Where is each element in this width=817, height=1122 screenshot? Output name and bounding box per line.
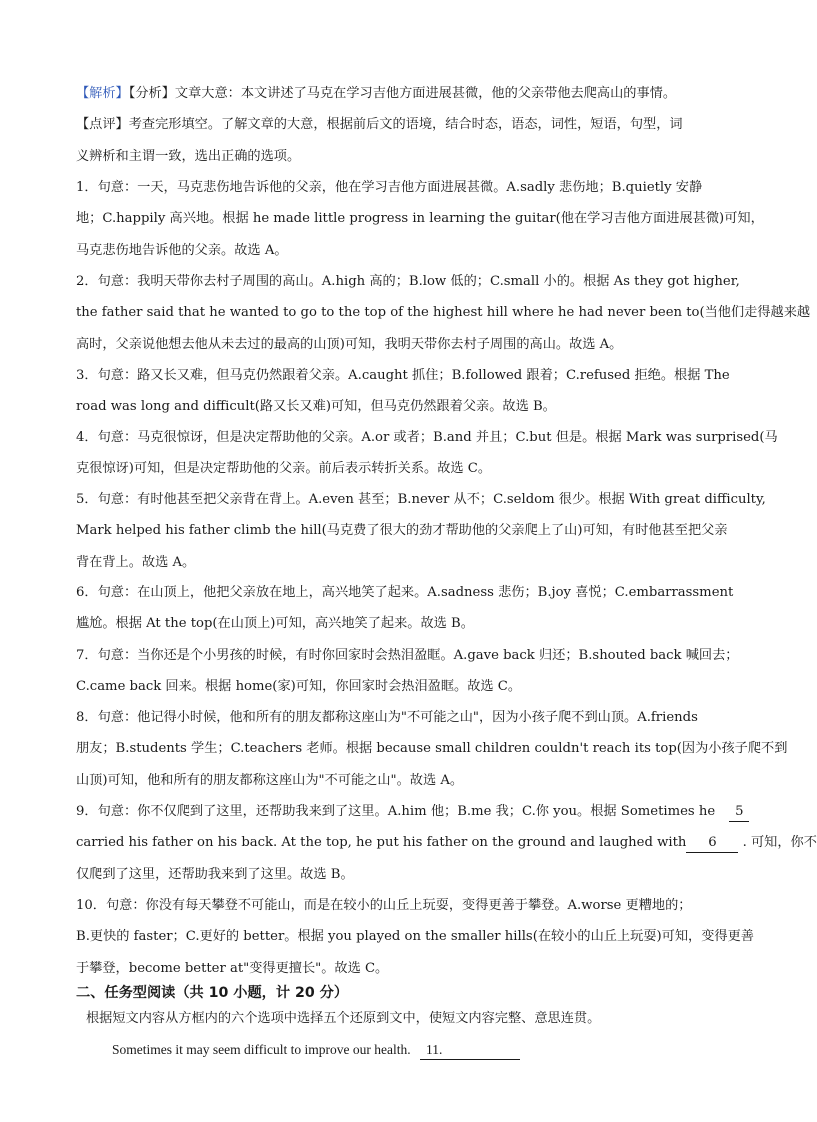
- question-11: [112, 1037, 520, 1063]
- analysis-intro: [76, 78, 748, 172]
- blank-5: 5: [729, 803, 749, 822]
- section-instruction: 根据短文内容从方框内的六个选项中选择五个还原到文中，使短文内容完整、意思连贯。: [86, 1011, 601, 1026]
- item-line: 朋友；B.students 学生；C.teachers 老师。根据 because small children couldn't reach its top(因为小孩子爬不到: [76, 741, 788, 757]
- answer-item-3: [76, 360, 748, 423]
- answer-item-6: [76, 577, 748, 640]
- item-line: C.came back 回来。根据 home(家)可知，你回家时会热泪盈眶。故选 C。: [76, 679, 522, 695]
- item-line: 4．句意：马克很惊讶，但是决定帮助他的父亲。A.or 或者；B.and 并且；C.but 但是。根据 Mark was surprised(马: [76, 430, 778, 445]
- analysis-subtag: 【分析】: [128, 86, 175, 101]
- item-line: 5．句意：有时他甚至把父亲背在背上。A.even 甚至；B.never 从不；C.seldom 很少。根据 With great difficulty,: [76, 492, 766, 507]
- item-line: 于攀登，become better at"变得更擅长"。故选 C。: [76, 960, 389, 976]
- item-line: B.更快的 faster；C.更好的 better。根据 you played on the smaller hills(在较小的山丘上玩耍)可知，变得更善: [76, 929, 754, 945]
- item-line: 克很惊讶)可知，但是决定帮助他的父亲。前后表示转折关系。故选 C。: [76, 461, 492, 477]
- item-line: 10．句意：你没有每天攀登不可能山，而是在较小的山丘上玩耍，变得更善于攀登。A.worse 更糟地的；: [76, 898, 692, 913]
- blank-11: 11.: [420, 1041, 520, 1060]
- answer-item-10: [76, 890, 754, 984]
- question-text: Sometimes it may seem difficult to improve our health.: [112, 1042, 411, 1057]
- item-line: 2．句意：我明天带你去村子周围的高山。A.high 高的；B.low 低的；C.small 小的。根据 As they got higher,: [76, 274, 740, 289]
- answer-item-1: [76, 172, 764, 266]
- item-line: 8．句意：他记得小时候，他和所有的朋友都称这座山为"不可能之山"，因为小孩子爬不到山顶。A.friends: [76, 710, 698, 725]
- item-line-tail: . 可知，你不: [742, 835, 817, 851]
- item-line: road was long and difficult(路又长又难)可知，但马克仍然跟着父亲。故选 B。: [76, 399, 556, 415]
- item-line: 地；C.happily 高兴地。根据 he made little progress in learning the guitar(他在学习吉他方面进展甚微)可知，: [76, 211, 764, 227]
- item-line: 马克悲伤地告诉他的父亲。故选 A。: [76, 242, 288, 258]
- item-line: 3．句意：路又长又难，但马克仍然跟着父亲。A.caught 抓住；B.followed 跟着；C.refused 拒绝。根据 The: [76, 368, 730, 383]
- item-line: 1．句意：一天，马克悲伤地告诉他的父亲，他在学习吉他方面进展甚微。A.sadly 悲伤地；B.quietly 安静: [76, 180, 703, 195]
- item-line: 山顶)可知，他和所有的朋友都称这座山为"不可能之山"。故选 A。: [76, 772, 464, 788]
- item-line: 尴尬。根据 At the top(在山顶上)可知，高兴地笑了起来。故选 B。: [76, 616, 474, 632]
- comment-text: 考查完形填空。了解文章的大意，根据前后文的语境，结合时态，语态，词性，短语，句型，词: [128, 117, 683, 133]
- item-line: 背在背上。故选 A。: [76, 554, 196, 570]
- answer-item-8: [76, 702, 788, 796]
- item-line: carried his father on his back. At the top, he put his father on the ground and laughed with: [76, 835, 687, 851]
- summary-text: 文章大意：本文讲述了马克在学习吉他方面进展甚微，他的父亲带他去爬高山的事情。: [174, 86, 677, 101]
- item-line: 9．句意：你不仅爬到了这里，还帮助我来到了这里。A.him 他；B.me 我；C.你 you。根据 Sometimes he: [76, 804, 716, 819]
- item-line: 6．句意：在山顶上，他把父亲放在地上，高兴地笑了起来。A.sadness 悲伤；B.joy 喜悦；C.embarrassment: [76, 585, 734, 600]
- analysis-tag: 【解析】: [76, 86, 129, 101]
- item-line: 高时，父亲说他想去他从未去过的最高的山顶)可知，我明天带你去村子周围的高山。故选 A。: [76, 336, 623, 352]
- item-line: the father said that he wanted to go to the top of the highest hill where he had never been to(当他们走得越来越: [76, 305, 811, 321]
- answer-item-2: [76, 266, 811, 360]
- comment-text-cont: 义辨析和主谓一致，选出正确的选项。: [76, 148, 301, 164]
- blank-6: 6: [686, 834, 738, 853]
- answer-item-5: [76, 484, 766, 578]
- item-line: 7．句意：当你还是个小男孩的时候，有时你回家时会热泪盈眶。A.gave back 归还；B.shouted back 喊回去；: [76, 648, 739, 663]
- answer-item-4: [76, 422, 778, 485]
- item-line: 仅爬到了这里，还帮助我来到了这里。故选 B。: [76, 866, 354, 882]
- answer-item-9: [76, 796, 817, 890]
- comment-tag: 【点评】: [76, 117, 129, 133]
- section-title: 二、任务型阅读（共 10 小题，计 20 分）: [76, 985, 349, 1001]
- item-line: Mark helped his father climb the hill(马克费了很大的劲才帮助他的父亲爬上了山)可知，有时他甚至把父亲: [76, 523, 728, 539]
- answer-item-7: [76, 640, 748, 703]
